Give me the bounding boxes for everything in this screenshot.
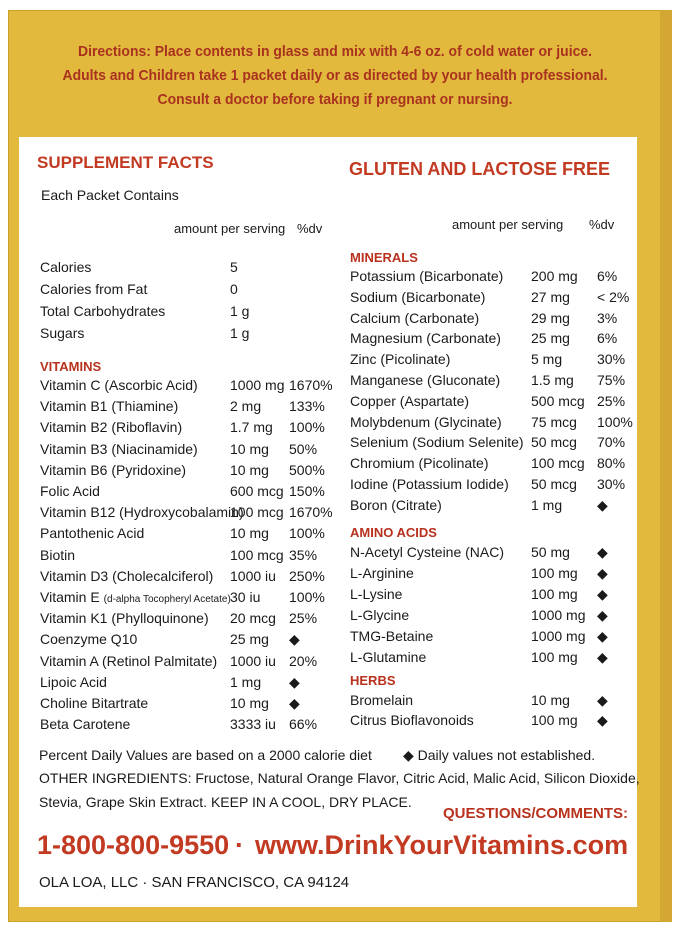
herbs-heading: HERBS [350,673,396,688]
website-url[interactable]: www.DrinkYourVitamins.com [255,830,629,860]
nutrient-amount: 100 mcg [230,504,284,521]
mineral-row [19,476,637,497]
nutrient-amount: 29 mg [531,309,570,326]
nutrient-name: Boron (Citrate) [350,496,442,513]
nutrient-amount: 1000 iu [230,567,276,584]
nutrient-name: Zinc (Picolinate) [350,351,451,368]
nutrient-amount: 1.7 mg [230,419,273,436]
nutrient-name: L-Glycine [350,607,410,623]
nutrient-dv: 100% [597,413,633,430]
nutrient-amount: 100 mg [531,586,578,602]
nutrient-dv: ◆ [597,628,608,644]
nutrient-amount: 1 g [230,325,250,341]
nutrient-dv: 133% [289,398,325,415]
nutrient-name: Vitamin B3 (Niacinamide) [40,440,198,457]
directions-line: Adults and Children take 1 packet daily or as directed by your health professional. [62,67,608,84]
nutrient-dv: 50% [289,440,318,457]
mineral-row [19,496,637,521]
nutrient-amount: 25 mg [230,631,269,648]
nutrient-amount: 10 mg [230,440,269,457]
nutrient-name: Calcium (Carbonate) [350,309,480,326]
nutrient-dv: ◆ [289,631,300,648]
nutrient-amount: 27 mg [531,288,570,305]
amino-acid-row [19,628,637,649]
nutrient-amount: 500 mcg [531,392,585,409]
nutrient-name: Copper (Aspartate) [350,392,470,409]
nutrient-name: Vitamin B2 (Riboflavin) [40,419,183,436]
nutrient-name: Calories from Fat [40,281,148,297]
nutrient-dv: 100% [289,419,325,436]
nutrient-amount: 100 mcg [230,546,284,563]
nutrient-dv: 80% [597,455,626,472]
nutrient-name: Pantothenic Acid [40,525,145,542]
nutrient-name: Folic Acid [40,483,100,499]
nutrient-amount: 0 [230,281,238,297]
mineral-row [19,434,637,455]
nutrient-dv: ◆ [597,586,608,602]
amino-acid-row [19,565,637,586]
nutrient-amount: 1000 iu [230,652,276,669]
mineral-row [19,455,637,476]
nutrient-amount: 1000 mg [531,607,586,623]
nutrient-amount: 100 mcg [531,455,585,472]
amino-acid-row [19,649,637,670]
nutrient-amount: 600 mcg [230,483,284,499]
minerals-heading: MINERALS [350,250,418,265]
nutrient-dv: 1670% [289,504,333,521]
nutrient-dv: 25% [289,610,318,627]
nutrient-name: Vitamin D3 (Cholecalciferol) [40,567,214,584]
amino-acid-row [19,586,637,607]
nutrient-dv: 150% [289,483,325,499]
nutrient-dv: 1670% [289,377,333,393]
nutrient-dv: 100% [289,525,325,542]
nutrient-name: Selenium (Sodium Selenite) [350,434,524,451]
directions-line: Consult a doctor before taking if pregnant or nursing. [157,91,513,108]
nutrient-name: Sodium (Bicarbonate) [350,288,486,305]
nutrient-dv: 30% [597,351,626,368]
nutrient-amount: 1000 mg [531,628,586,644]
directions-text [42,40,628,112]
mineral-row [19,393,637,414]
nutrient-amount: 1.5 mg [531,372,574,388]
nutrient-amount: 100 mg [531,565,578,581]
supplement-facts-title: SUPPLEMENT FACTS [37,153,214,172]
nutrient-name: Potassium (Bicarbonate) [350,268,504,284]
nutrient-name: Vitamin E (d-alpha Tocopheryl Acetate) [40,589,231,605]
nutrient-amount: 10 mg [230,695,269,711]
nutrient-dv: 35% [289,546,318,563]
mineral-row [19,268,637,289]
nutrient-name: TMG-Betaine [350,628,434,644]
mineral-row [19,289,637,310]
nutrient-amount: 5 [230,259,238,275]
nutrient-amount: 50 mcg [531,476,577,492]
nutrient-dv: 500% [289,461,325,478]
nutrient-amount: 100 mg [531,649,578,665]
nutrient-dv: 30% [597,476,626,492]
nutrient-amount: 10 mg [230,461,269,478]
mineral-row [19,372,637,393]
nutrient-dv: 70% [597,434,626,451]
gluten-lactose-free-title: GLUTEN AND LACTOSE FREE [349,159,611,179]
nutrient-name: Choline Bitartrate [40,695,149,711]
amino-acids-heading: AMINO ACIDS [350,525,437,540]
nutrient-dv: 25% [597,392,626,409]
nutrient-amount: 200 mg [531,268,578,284]
mineral-row [19,310,637,331]
company-address: OLA LOA, LLC · SAN FRANCISCO, CA 94124 [39,874,350,891]
nutrient-name: Total Carbohydrates [40,303,166,319]
nutrient-amount: 10 mg [531,692,570,708]
mineral-row [19,330,637,351]
separator-dot: · [235,830,244,860]
nutrient-name: Coenzyme Q10 [40,631,138,648]
nutrient-note: (d-alpha Tocopheryl Acetate) [103,594,231,605]
nutrient-amount: 5 mg [531,351,563,368]
left-amount-header: amount per serving [174,221,286,236]
amino-acid-row [19,544,637,565]
nutrient-amount: 20 mcg [230,610,276,627]
left-dv-header: %dv [297,221,323,236]
nutrient-amount: 10 mg [230,525,269,542]
herb-row [19,692,637,713]
supplement-facts-panel [19,137,640,907]
nutrient-amount: 100 mg [531,712,578,728]
right-amount-header: amount per serving [452,217,564,232]
other-ingredients-line-1: OTHER INGREDIENTS: Fructose, Natural Orange Flavor, Citric Acid, Malic Acid, Silicon Dioxide, [39,770,640,786]
nutrient-name: Citrus Bioflavonoids [350,712,474,728]
nutrient-dv: 100% [289,589,325,605]
nutrient-dv: < 2% [597,288,630,305]
nutrient-name: Vitamin A (Retinol Palmitate) [40,652,218,669]
nutrient-dv: ◆ [289,695,300,711]
nutrient-dv: ◆ [597,692,608,708]
nutrient-dv: 6% [597,330,618,347]
mineral-row [19,351,637,372]
nutrient-name: Vitamin B1 (Thiamine) [40,398,179,415]
nutrient-name: Molybdenum (Glycinate) [350,413,502,430]
right-dv-header: %dv [589,217,615,232]
nutrient-dv: ◆ [597,607,608,623]
nutrient-name: Manganese (Gluconate) [350,372,501,388]
nutrient-dv: ◆ [597,649,608,665]
nutrient-dv: 250% [289,567,325,584]
nutrient-name: Biotin [40,546,76,563]
questions-comments-label: QUESTIONS/COMMENTS: [443,805,629,822]
each-packet-label: Each Packet Contains [41,187,179,203]
nutrient-amount: 75 mcg [531,413,577,430]
nutrient-amount: 1 mg [230,673,262,690]
phone-number: 1-800-800-9550 [37,830,230,860]
nutrient-amount: 1 g [230,303,250,319]
nutrient-amount: 30 iu [230,589,261,605]
vitamins-heading: VITAMINS [40,359,102,374]
nutrient-dv: 75% [597,372,626,388]
nutrient-name: Sugars [40,325,85,341]
herb-row [19,712,637,733]
nutrient-dv: ◆ [289,673,300,690]
nutrient-name: Vitamin B12 (Hydroxycobalamin) [40,504,244,521]
nutrient-dv: ◆ [597,565,608,581]
nutrient-dv: 20% [289,652,318,669]
nutrient-amount: 50 mg [531,544,570,560]
nutrient-dv: 6% [597,268,618,284]
box-side-edge [660,10,672,922]
nutrient-dv: ◆ [597,544,608,560]
nutrient-name: Bromelain [350,692,414,708]
amino-acid-row [19,607,637,628]
mineral-row [19,414,637,435]
nutrient-name: Iodine (Potassium Iodide) [350,476,509,492]
nutrient-name: N-Acetyl Cysteine (NAC) [350,544,505,560]
pdv-note: Percent Daily Values are based on a 2000 calorie diet [39,747,372,763]
directions-line: Directions: Place contents in glass and mix with 4-6 oz. of cold water or juice. [78,43,592,60]
nutrient-amount: 1 mg [531,496,563,513]
not-established-note: ◆ Daily values not established. [403,747,596,763]
nutrient-name: Chromium (Picolinate) [350,455,489,472]
nutrient-dv: ◆ [597,712,608,728]
nutrient-name: Vitamin K1 (Phylloquinone) [40,610,209,627]
nutrient-dv: 3% [597,309,618,326]
nutrient-name: Beta Carotene [40,716,131,733]
nutrient-amount: 3333 iu [230,716,276,733]
nutrient-dv: ◆ [597,496,608,513]
nutrient-amount: 50 mcg [531,434,577,451]
nutrient-name: L-Lysine [350,586,403,602]
nutrient-dv: 66% [289,716,318,733]
nutrient-amount: 1000 mg [230,377,285,393]
nutrient-name: Vitamin C (Ascorbic Acid) [40,377,198,393]
nutrient-name: Calories [40,259,92,275]
nutrient-name: L-Glutamine [350,649,427,665]
other-ingredients-line-2: Stevia, Grape Skin Extract. KEEP IN A COOL, DRY PLACE. [39,794,412,810]
nutrient-amount: 2 mg [230,398,262,415]
nutrient-amount: 25 mg [531,330,570,347]
nutrient-name: L-Arginine [350,565,414,581]
nutrient-name: Vitamin B6 (Pyridoxine) [40,461,187,478]
nutrient-name: Lipoic Acid [40,673,107,690]
nutrient-name: Magnesium (Carbonate) [350,330,501,347]
